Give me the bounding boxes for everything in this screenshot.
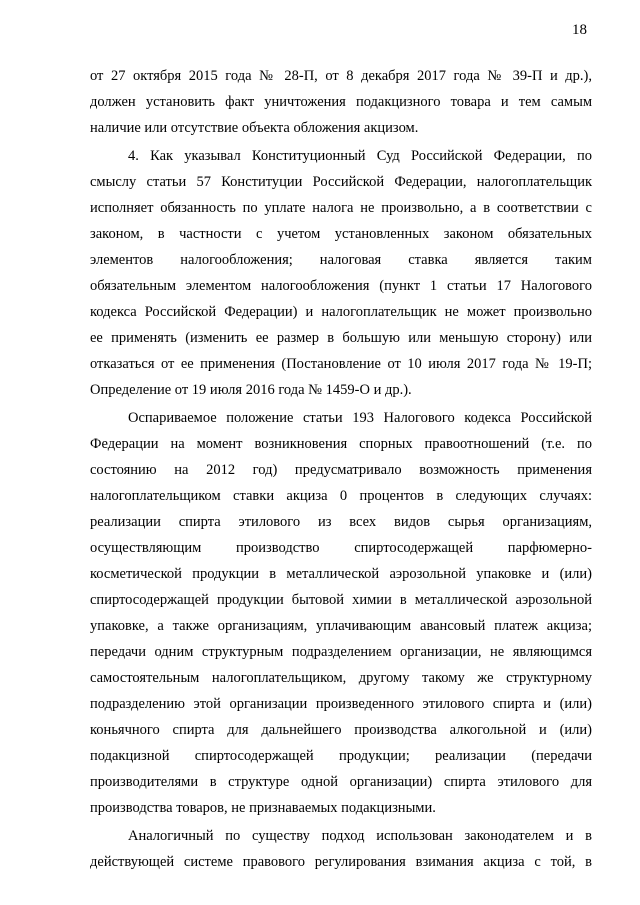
text-line: смыслу статьи 57 Конституции Российской Федерации, налогоплательщик xyxy=(90,174,592,190)
text-line: косметической продукции в металлической аэрозольной упаковке и (или) xyxy=(90,566,592,582)
text-line: ее применять (изменить ее размер в большую или меньшую сторону) или xyxy=(90,330,592,346)
text-line: действующей системе правового регулирования взимания акциза с той, в xyxy=(90,854,592,870)
text-line: осуществляющим производство спиртосодержащей парфюмерно- xyxy=(90,540,592,556)
page-number: 18 xyxy=(572,22,587,38)
text-line: исполняет обязанность по уплате налога не произвольно, а в соответствии с xyxy=(90,200,592,216)
text-line: подразделению этой организации произведенного этилового спирта и (или) xyxy=(90,696,592,712)
paragraph xyxy=(90,143,592,403)
text-line: производства товаров, не признаваемых подакцизными. xyxy=(90,800,436,816)
text-line: Определение от 19 июля 2016 года № 1459-О и др.). xyxy=(90,382,412,398)
text-line: самостоятельным налогоплательщиком, другому такому же структурному xyxy=(90,670,592,686)
text-line: 4. Как указывал Конституционный Суд Российской Федерации, по xyxy=(128,148,592,164)
text-line: коньячного спирта для дальнейшего производства алкогольной и (или) xyxy=(90,722,592,738)
text-line: упаковке, а также организациям, уплачивающим авансовый платеж акциза; xyxy=(90,618,592,634)
paragraph xyxy=(90,405,592,821)
text-line: спиртосодержащей продукции бытовой химии в металлической аэрозольной xyxy=(90,592,592,608)
text-line: элементов налогообложения; налоговая ставка является таким xyxy=(90,252,592,268)
text-line: кодекса Российской Федерации) и налогоплательщик не может произвольно xyxy=(90,304,592,320)
text-line: Федерации на момент возникновения спорных правоотношений (т.е. по xyxy=(90,436,592,452)
text-line: передачи одним структурным подразделением организации, не являющимся xyxy=(90,644,592,660)
text-line: наличие или отсутствие объекта обложения акцизом. xyxy=(90,120,419,136)
text-line: производителями в структуре одной организации) спирта этилового для xyxy=(90,774,592,790)
text-line: отказаться от ее применения (Постановление от 10 июля 2017 года № 19-П; xyxy=(90,356,592,372)
text-line: состоянию на 2012 год) предусматривало возможность применения xyxy=(90,462,592,478)
text-line: Аналогичный по существу подход использован законодателем и в xyxy=(128,828,592,844)
document-body xyxy=(90,63,592,875)
text-line: законом, в частности с учетом установленных законом обязательных xyxy=(90,226,592,242)
text-line: должен установить факт уничтожения подакцизного товара и тем самым xyxy=(90,94,592,110)
text-line: подакцизной спиртосодержащей продукции; реализации (передачи xyxy=(90,748,592,764)
text-line: от 27 октября 2015 года № 28-П, от 8 декабря 2017 года № 39-П и др.), xyxy=(90,68,592,84)
text-line: реализации спирта этилового из всех видов сырья организациям, xyxy=(90,514,592,530)
text-line: налогоплательщиком ставки акциза 0 процентов в следующих случаях: xyxy=(90,488,592,504)
paragraph xyxy=(90,823,592,875)
paragraph xyxy=(90,63,592,141)
text-line: Оспариваемое положение статьи 193 Налогового кодекса Российской xyxy=(128,410,592,426)
text-line: обязательным элементом налогообложения (пункт 1 статьи 17 Налогового xyxy=(90,278,592,294)
